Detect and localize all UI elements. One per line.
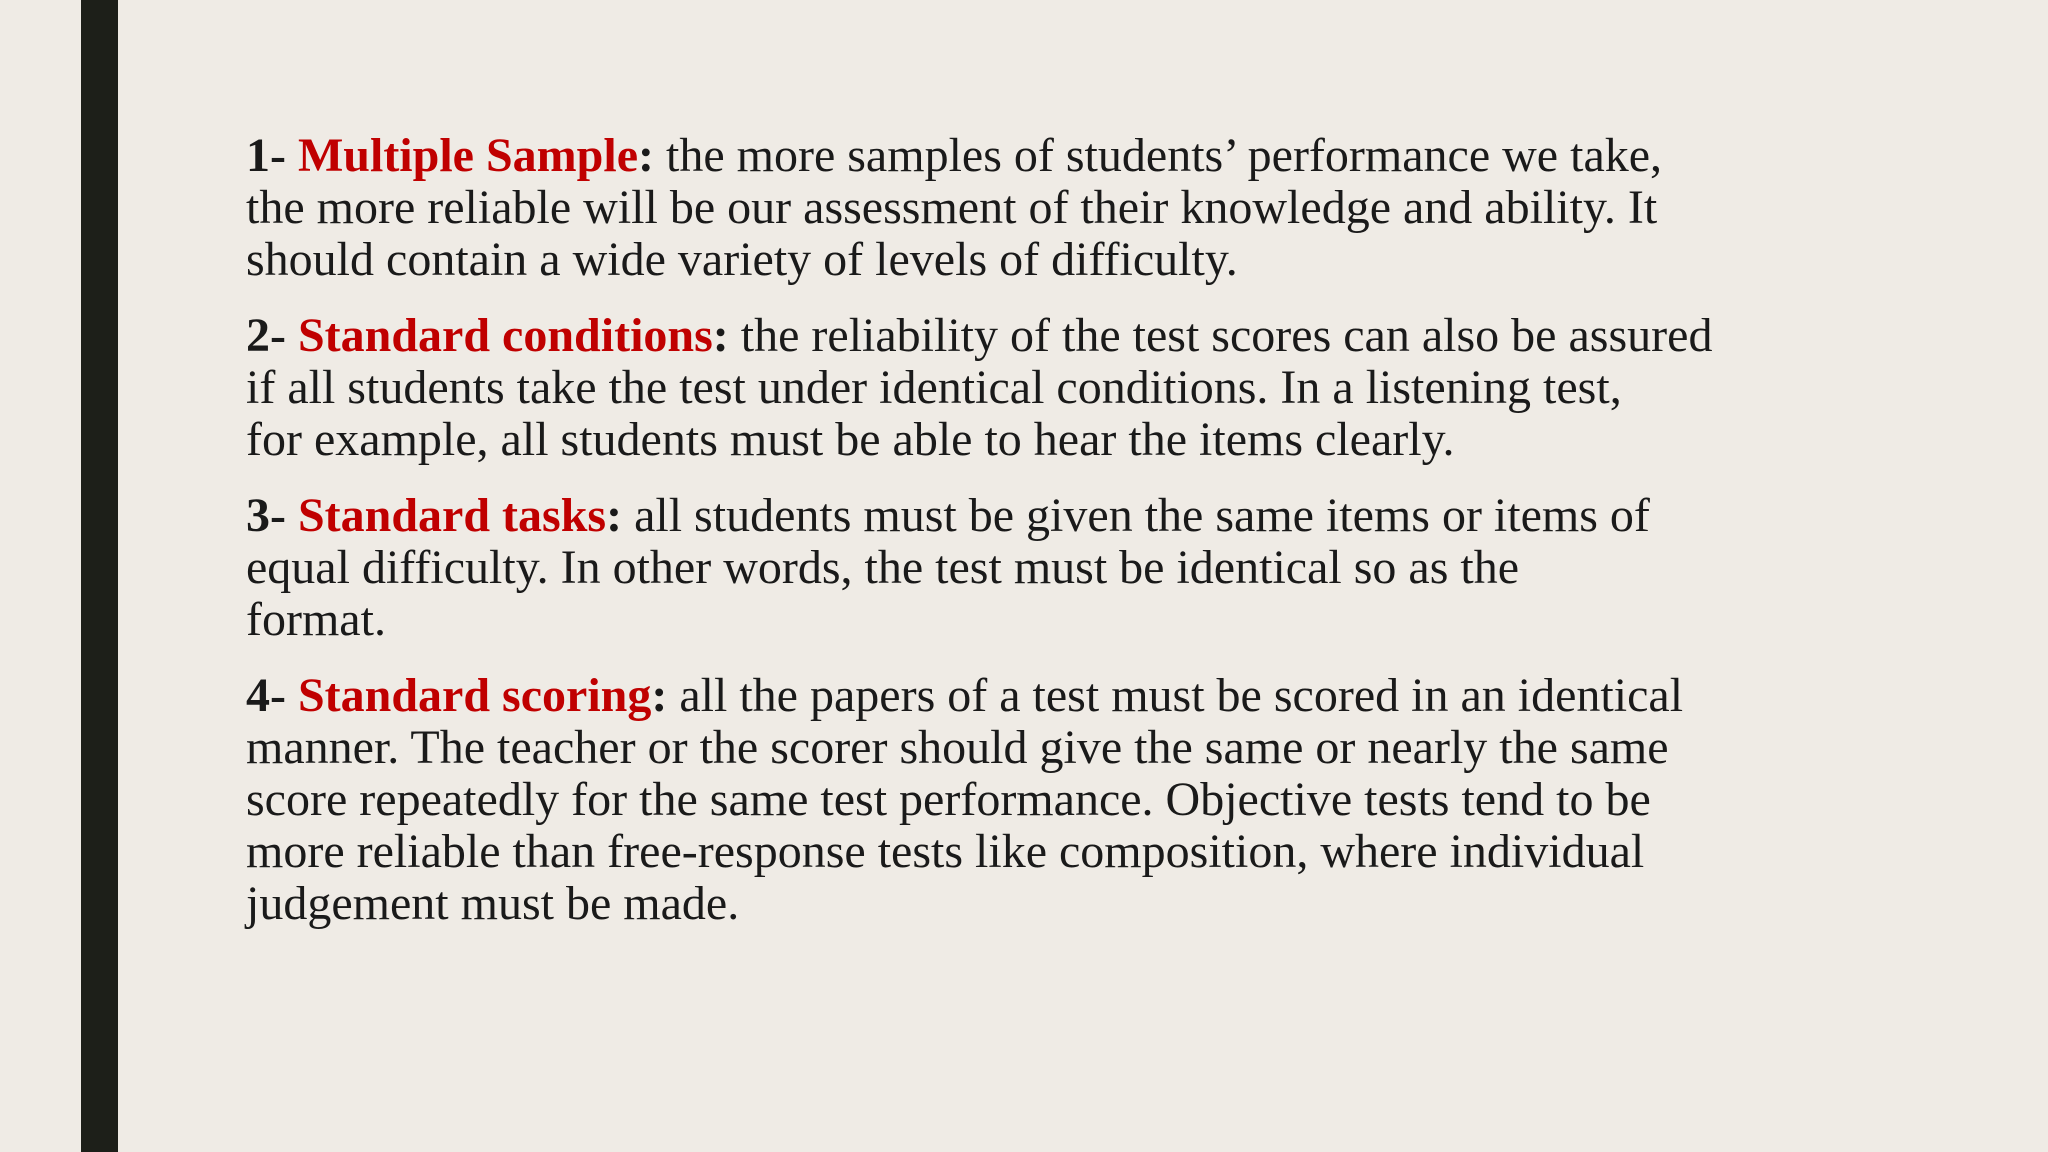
item-first-line <box>246 130 1946 182</box>
item-text-line: if all students take the test under identical conditions. In a listening test, <box>246 361 1622 414</box>
item-number: 4- <box>246 669 298 722</box>
item-text-line: score repeatedly for the same test performance. Objective tests tend to be <box>246 773 1651 826</box>
item-text: the reliability of the test scores can also be assured <box>728 309 1713 362</box>
item-term: Multiple Sample <box>297 129 638 182</box>
item-text-line: equal difficulty. In other words, the test must be identical so as the <box>246 541 1520 594</box>
item-term: Standard scoring <box>297 669 652 722</box>
item-text: the more samples of students’ performance we take, <box>653 129 1663 182</box>
item-number: 3- <box>246 489 298 542</box>
item-text-line: should contain a wide variety of levels of difficulty. <box>246 233 1238 286</box>
item-text-line: more reliable than free-response tests like composition, where individual <box>246 825 1645 878</box>
item-text-line: for example, all students must be able to hear the items clearly. <box>246 413 1455 466</box>
item-first-line <box>246 670 1946 722</box>
list-item-standard-scoring <box>246 670 1946 930</box>
item-term: Standard tasks <box>297 489 607 542</box>
item-first-line <box>246 490 1946 542</box>
item-first-line <box>246 310 1946 362</box>
item-text-line: format. <box>246 593 386 646</box>
item-text: all the papers of a test must be scored in an identical <box>667 669 1684 722</box>
item-text-line: manner. The teacher or the scorer should give the same or nearly the same <box>246 721 1669 774</box>
slide-content <box>246 130 1946 954</box>
item-text-line: the more reliable will be our assessment of their knowledge and ability. It <box>246 181 1658 234</box>
item-number: 2- <box>246 309 298 362</box>
left-accent-bar <box>81 0 118 1152</box>
item-term: Standard conditions <box>297 309 713 362</box>
list-item-standard-conditions <box>246 310 1946 466</box>
list-item-standard-tasks <box>246 490 1946 646</box>
item-colon: : <box>606 489 623 542</box>
item-colon: : <box>638 129 654 182</box>
item-text: all students must be given the same items or items of <box>622 489 1650 542</box>
list-item-multiple-sample <box>246 130 1946 286</box>
item-text-line: judgement must be made. <box>246 877 740 930</box>
item-number: 1- <box>246 129 298 182</box>
item-colon: : <box>651 669 668 722</box>
item-colon: : <box>712 309 729 362</box>
